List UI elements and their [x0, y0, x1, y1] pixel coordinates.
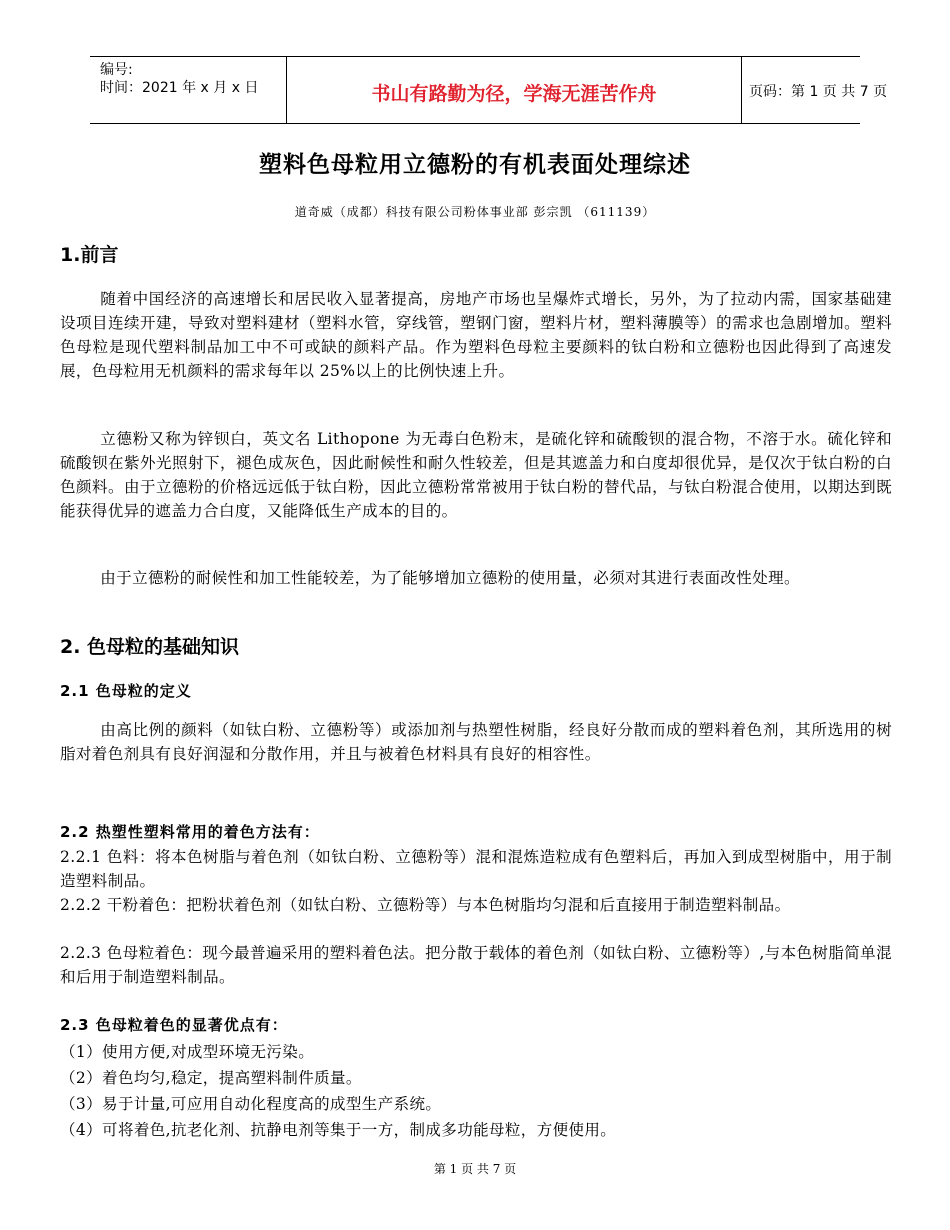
- motto: 书山有路勤为径，学海无涯苦作舟: [371, 83, 657, 105]
- list-item: 2.2.3 色母粒着色：现今最普遍采用的塑料着色法。把分散于载体的着色剂（如钛白粉、立德粉等）,与本色树脂简单混和后用于制造塑料制品。: [60, 944, 892, 986]
- page-footer: 第 1 页 共 7 页: [433, 1162, 517, 1176]
- section-1-paragraph-2: 立德粉又称为锌钡白，英文名 Lithopone 为无毒白色粉末，是硫化锌和硫酸钡的混合物，不溶于水。硫化锌和硫酸钡在紫外光照射下，褪色成灰色，因此耐候性和耐久性较差，但是其遮盖力和白度却很优异，是仅次于钛白粉的白色颜料。由于立德粉的价格远远低于钛白粉，因此立德粉常常被用于钛白粉的替代品，与钛白粉混合使用，以期达到既能获得优异的遮盖力合白度，又能降低生产成本的目的。: [60, 430, 892, 520]
- time-label: 时间：2021 年 x 月 x 日: [100, 80, 259, 96]
- header-center-cell: [286, 57, 742, 123]
- list-item: （4）可将着色,抗老化剂、抗静电剂等集于一方，制成多功能母粒，方便使用。: [60, 1121, 617, 1139]
- list-item: （2）着色均匀,稳定，提高塑料制件质量。: [60, 1069, 362, 1087]
- section-1-paragraph-1: 随着中国经济的高速增长和居民收入显著提高，房地产市场也呈爆炸式增长，另外，为了拉动内需，国家基础建设项目连续开建，导致对塑料建材（塑料水管，穿线管，塑钢门窗，塑料片材，塑料薄膜等）的需求也急剧增加。塑料色母粒是现代塑料制品加工中不可或缺的颜料产品。作为塑料色母粒主要颜料的钛白粉和立德粉也因此得到了高速发展，色母粒用无机颜料的需求每年以 25%以上的比例快速上升。: [60, 290, 892, 380]
- section-2-heading: 2. 色母粒的基础知识: [60, 636, 240, 658]
- list-item: （1）使用方便,对成型环境无污染。: [60, 1043, 315, 1061]
- header-left-cell: [90, 57, 286, 123]
- header-table: [90, 56, 888, 124]
- number-label: 编号:: [100, 62, 133, 78]
- page-code: 页码：第 1 页 共 7 页: [749, 84, 888, 100]
- section-1-paragraph-3: 由于立德粉的耐候性和加工性能较差，为了能够增加立德粉的使用量，必须对其进行表面改性处理。: [100, 569, 800, 587]
- list-item: 2.2.1 色料：将本色树脂与着色剂（如钛白粉、立德粉等）混和混炼造粒成有色塑料后，再加入到成型树脂中，用于制造塑料制品。: [60, 848, 892, 890]
- document-title: 塑料色母粒用立德粉的有机表面处理综述: [259, 152, 691, 178]
- author-line: 道奇威（成都）科技有限公司粉体事业部 彭宗凯 （611139）: [294, 205, 656, 219]
- section-1-heading: 1.前言: [60, 244, 119, 266]
- list-item: 2.2.2 干粉着色：把粉状着色剂（如钛白粉、立德粉等）与本色树脂均匀混和后直接用于制造塑料制品。: [60, 896, 791, 914]
- section-2-1-paragraph: 由高比例的颜料（如钛白粉、立德粉等）或添加剂与热塑性树脂，经良好分散而成的塑料着色剂，其所选用的树脂对着色剂具有良好润湿和分散作用，并且与被着色材料具有良好的相容性。: [60, 721, 892, 763]
- section-2-1-heading: 2.1 色母粒的定义: [60, 682, 192, 700]
- header-right-cell: [741, 57, 888, 123]
- list-item: （3）易于计量,可应用自动化程度高的成型生产系统。: [60, 1095, 442, 1113]
- section-2-2-heading: 2.2 热塑性塑料常用的着色方法有：: [60, 823, 320, 841]
- section-2-3-heading: 2.3 色母粒着色的显著优点有：: [60, 1016, 288, 1034]
